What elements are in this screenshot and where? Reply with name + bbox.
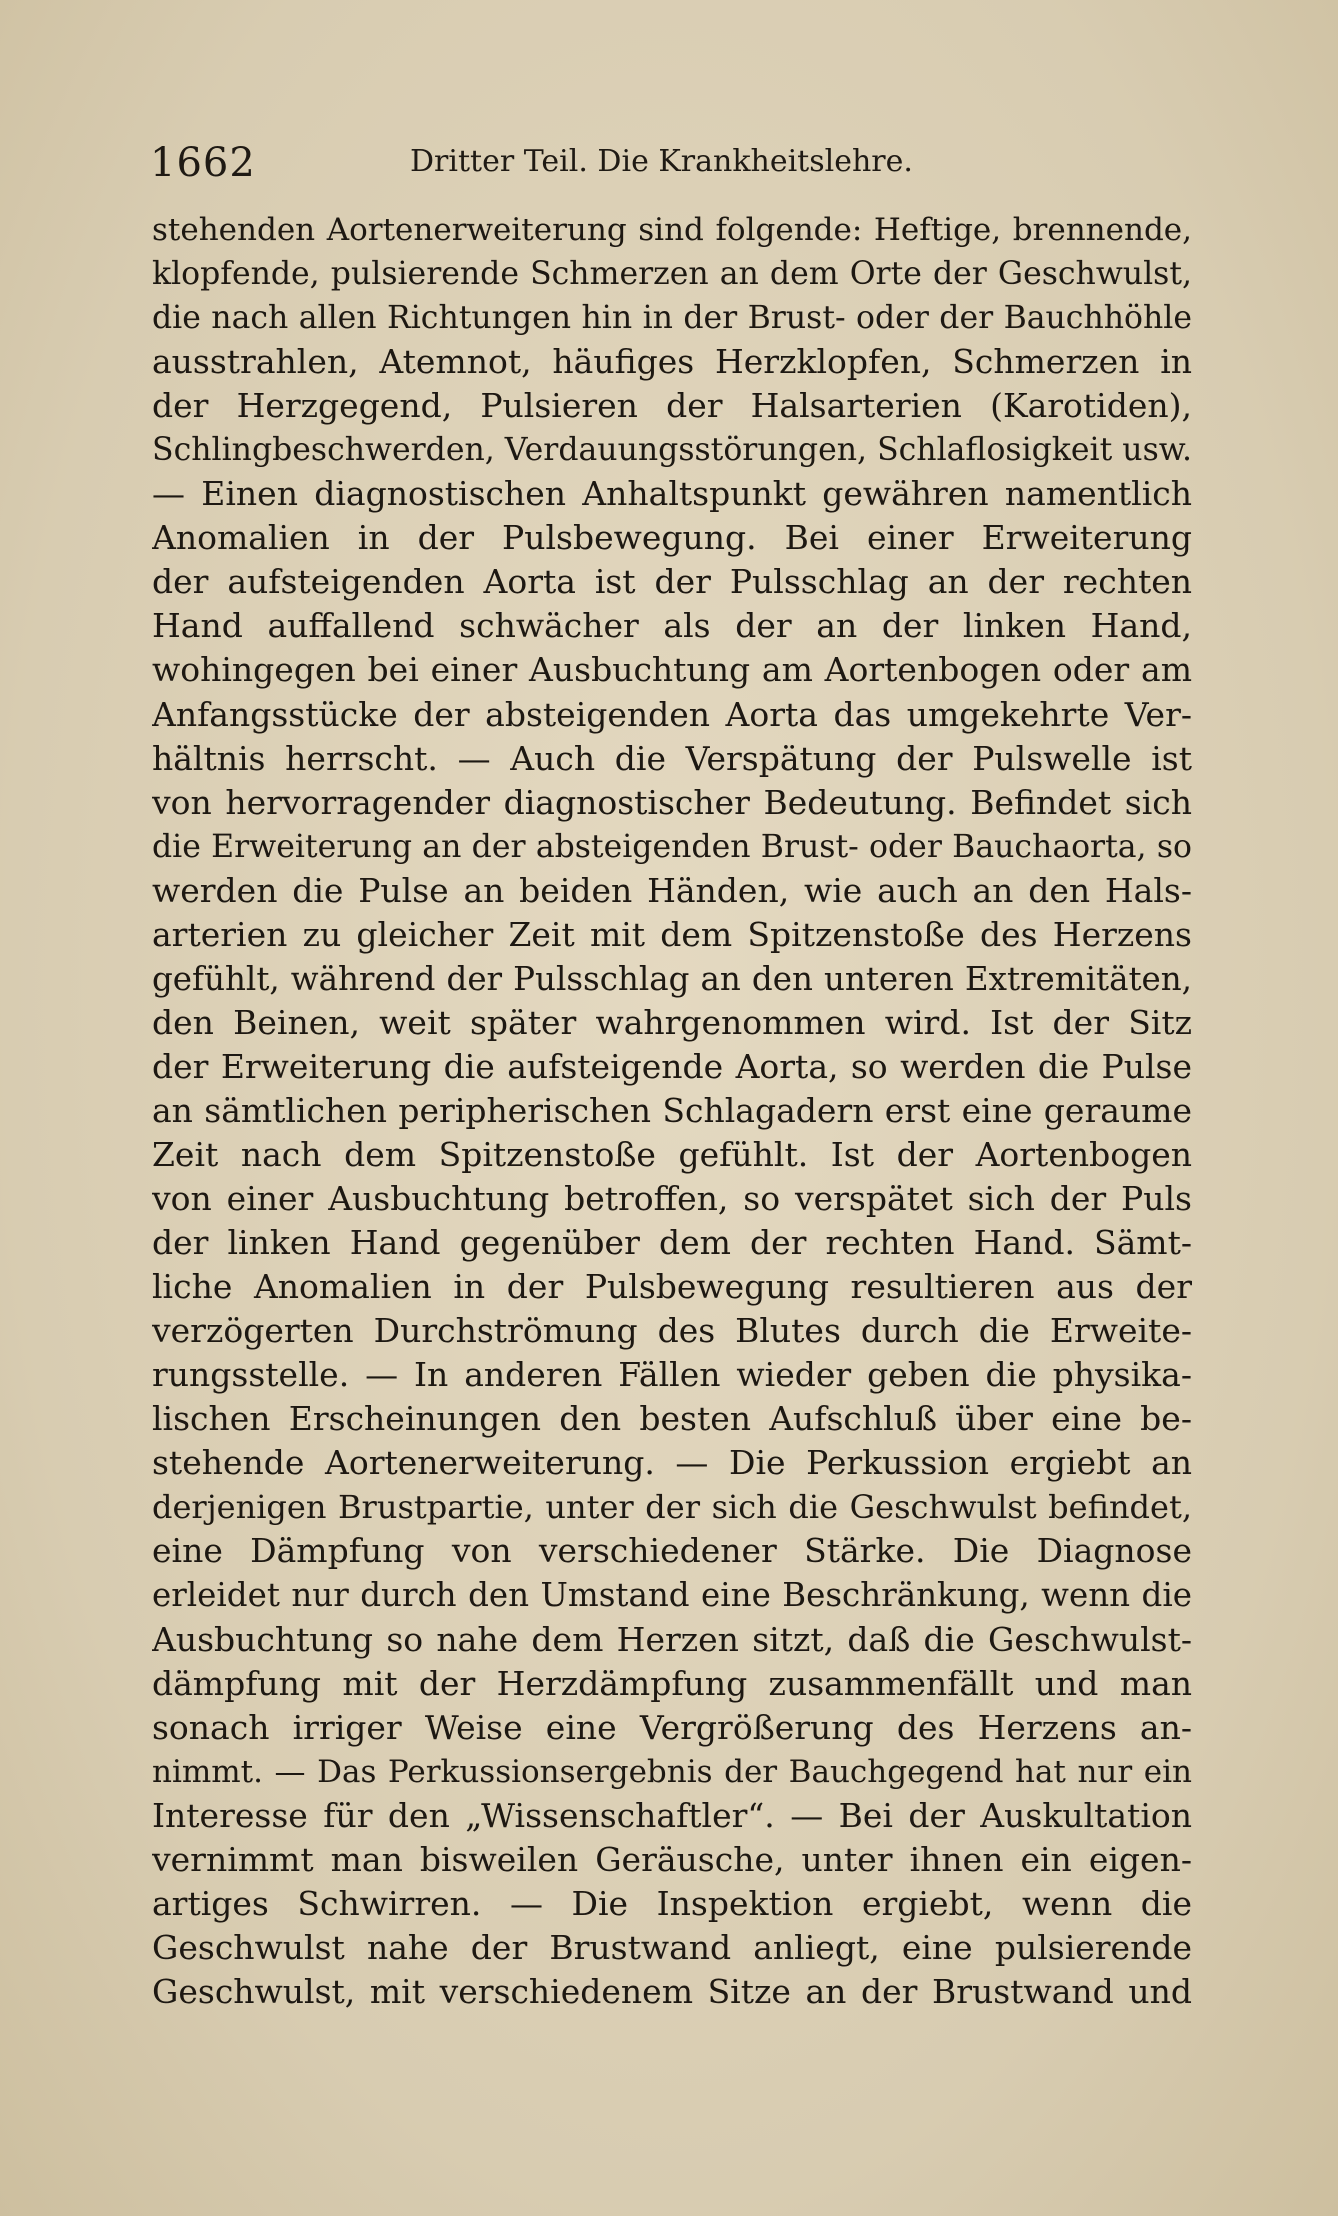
- text-line: eine Dämpfung von verschiedener Stärke. Die Diagnose: [152, 1531, 1192, 1571]
- page-number: 1662: [150, 140, 256, 186]
- text-line: der Herzgegend, Pulsieren der Halsarterien (Karotiden),: [152, 386, 1192, 426]
- text-line: artiges Schwirren. — Die Inspektion ergiebt, wenn die: [152, 1883, 1192, 1923]
- text-line: stehenden Aortenerweiterung sind folgende: Heftige, brennende,: [152, 212, 1192, 248]
- text-line: der aufsteigenden Aorta ist der Pulsschlag an der rechten: [152, 562, 1192, 602]
- page-header: [150, 140, 1185, 200]
- text-line: nimmt. — Das Perkussionsergebnis der Bauchgegend hat nur ein: [152, 1753, 1192, 1790]
- text-line: Zeit nach dem Spitzenstoße gefühlt. Ist der Aortenbogen: [152, 1134, 1192, 1174]
- text-line: die nach allen Richtungen hin in der Brust- oder der Bauchhöhle: [152, 300, 1192, 337]
- text-line: die Erweiterung an der absteigenden Brust- oder Bauchaorta, so: [152, 828, 1192, 865]
- text-line: Anfangsstücke der absteigenden Aorta das umgekehrte Ver-: [152, 694, 1192, 734]
- body-text: [152, 208, 1192, 2014]
- text-line: sonach irriger Weise eine Vergrößerung des Herzens an-: [152, 1707, 1192, 1747]
- text-line: arterien zu gleicher Zeit mit dem Spitzenstoße des Herzens: [152, 914, 1192, 954]
- text-line: der Erweiterung die aufsteigende Aorta, so werden die Pulse: [152, 1046, 1192, 1086]
- text-line: hältnis herrscht. — Auch die Verspätung der Pulswelle ist: [152, 738, 1192, 778]
- text-line: rungsstelle. — In anderen Fällen wieder geben die physika-: [152, 1355, 1192, 1395]
- text-line: der linken Hand gegenüber dem der rechten Hand. Sämt-: [152, 1223, 1192, 1263]
- text-line: werden die Pulse an beiden Händen, wie auch an den Hals-: [152, 870, 1192, 910]
- text-line: Interesse für den „Wissenschaftler“. — Bei der Auskultation: [152, 1795, 1192, 1835]
- running-head: Dritter Teil. Die Krankheitslehre.: [410, 144, 913, 179]
- text-line: — Einen diagnostischen Anhaltspunkt gewähren namentlich: [152, 474, 1192, 514]
- text-line: derjenigen Brustpartie, unter der sich die Geschwulst befindet,: [152, 1488, 1192, 1527]
- text-line: ausstrahlen, Atemnot, häufiges Herzklopfen, Schmerzen in: [152, 342, 1192, 382]
- text-line: klopfende, pulsierende Schmerzen an dem Orte der Geschwulst,: [152, 256, 1192, 293]
- text-line: wohingegen bei einer Ausbuchtung am Aortenbogen oder am: [152, 650, 1192, 690]
- text-line: Geschwulst nahe der Brustwand anliegt, eine pulsierende: [152, 1927, 1192, 1967]
- text-line: Anomalien in der Pulsbewegung. Bei einer Erweiterung: [152, 518, 1192, 558]
- text-line: dämpfung mit der Herzdämpfung zusammenfällt und man: [152, 1663, 1192, 1703]
- text-line: von einer Ausbuchtung betroffen, so verspätet sich der Puls: [152, 1179, 1192, 1219]
- text-line: Hand auffallend schwächer als der an der linken Hand,: [152, 606, 1192, 646]
- text-line: erleidet nur durch den Umstand eine Beschränkung, wenn die: [152, 1576, 1192, 1615]
- text-line: stehende Aortenerweiterung. — Die Perkussion ergiebt an: [152, 1443, 1192, 1483]
- text-line: verzögerten Durchströmung des Blutes durch die Erweite-: [152, 1311, 1192, 1351]
- text-line: vernimmt man bisweilen Geräusche, unter ihnen ein eigen-: [152, 1839, 1192, 1879]
- text-line: an sämtlichen peripherischen Schlagadern erst eine geraume: [152, 1090, 1192, 1130]
- text-line: gefühlt, während der Pulsschlag an den unteren Extremitäten,: [152, 959, 1192, 998]
- text-line: den Beinen, weit später wahrgenommen wird. Ist der Sitz: [152, 1002, 1192, 1042]
- text-line: Ausbuchtung so nahe dem Herzen sitzt, daß die Geschwulst-: [152, 1619, 1192, 1659]
- text-line: von hervorragender diagnostischer Bedeutung. Befindet sich: [152, 782, 1192, 822]
- text-line: Geschwulst, mit verschiedenem Sitze an der Brustwand und: [152, 1971, 1192, 2011]
- text-line: Schlingbeschwerden, Verdauungsstörungen, Schlaflosigkeit usw.: [152, 432, 1192, 469]
- text-line: lischen Erscheinungen den besten Aufschluß über eine be-: [152, 1399, 1192, 1439]
- text-line: liche Anomalien in der Pulsbewegung resultieren aus der: [152, 1267, 1192, 1307]
